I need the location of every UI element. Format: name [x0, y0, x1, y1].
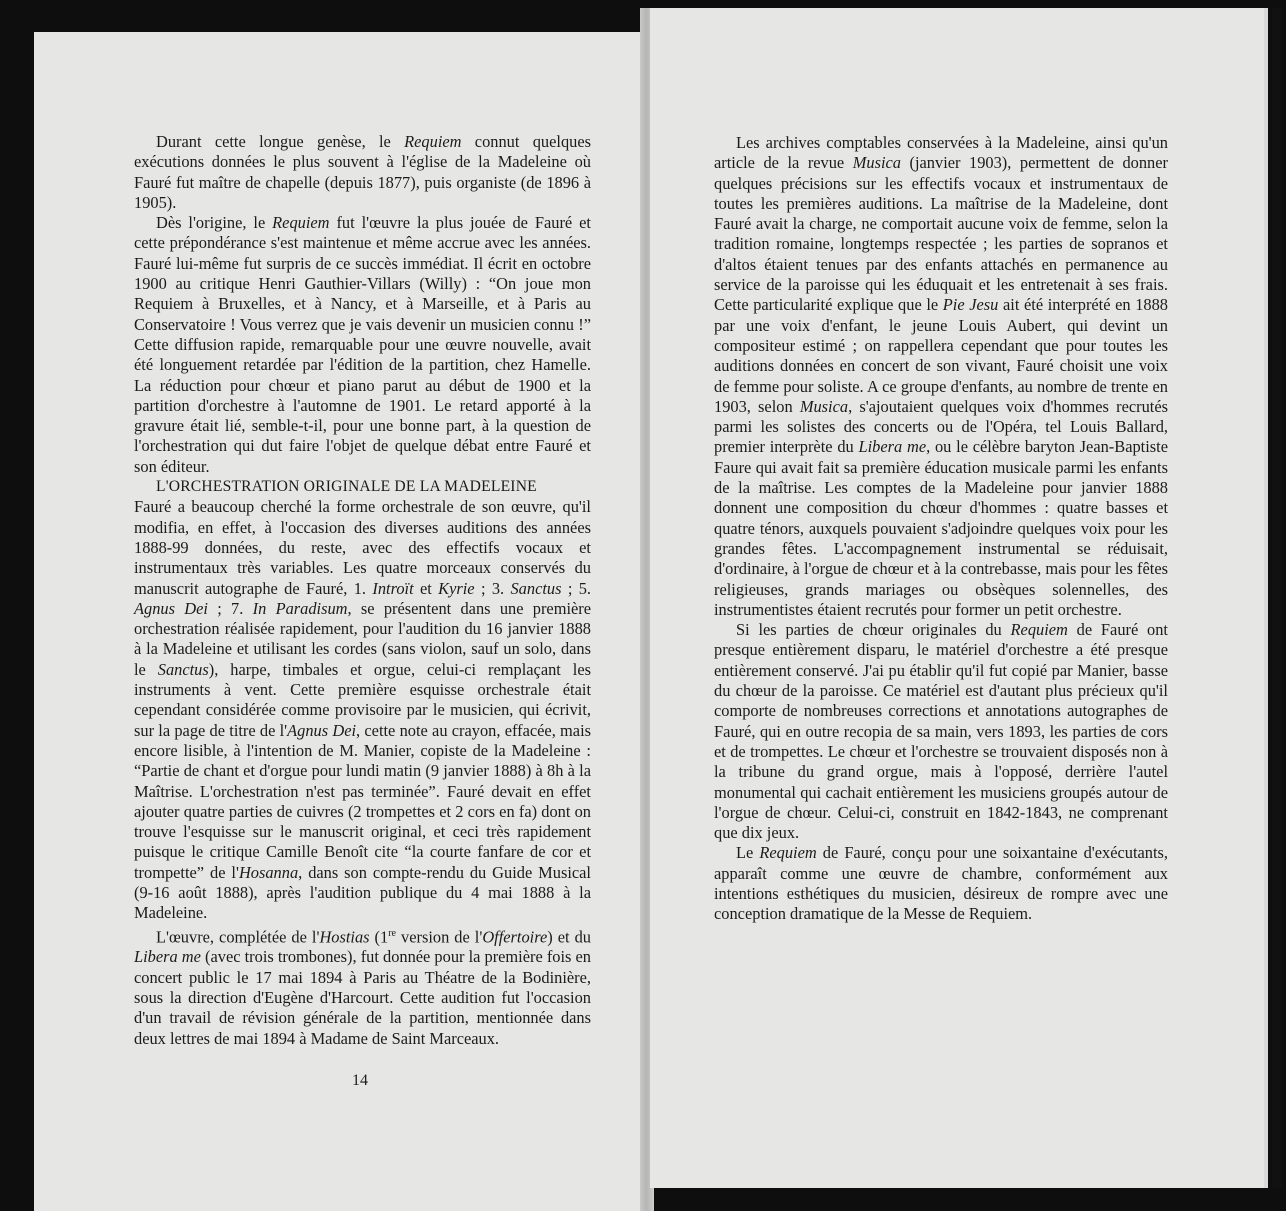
left-text-column: [134, 132, 591, 1049]
paragraph: Dès l'origine, le Requiem fut l'œuvre la plus jouée de Fauré et cette prépondérance s'est maintenue et même accrue avec les années. Fauré lui-même fut surpris de ce succès immédiat. Il écrit en octobre 1900 au critique Henri Gauthier-Villars (Willy) : “On joue mon Requiem à Bruxelles, et à Nancy, et à Marseille, et à Paris au Conservatoire ! Vous verrez que je vais devenir un musicien connu !” Cette diffusion rapide, remarquable pour une œuvre nouvelle, avait été longuement retardée par l'édition de la partition, chez Hamelle. La réduction pour chœur et piano parut au début de 1900 et la partition d'orchestre à l'automne de 1901. Le retard apporté à la gravure était lié, semble-t-il, pour une bonne part, à la question de l'orchestration qui dut faire l'objet de quelque débat entre Fauré et son éditeur.: [134, 213, 591, 476]
paragraph: Si les parties de chœur originales du Requiem de Fauré ont presque entièrement disparu, le matériel d'orchestre a été presque entièrement conservé. J'ai pu établir qu'il fut copié par Manier, basse du chœur de la paroisse. Ce matériel est d'autant plus précieux qu'il comporte de nombreuses corrections et annotations autographes de Fauré, qui en outre recopia de sa main, vers 1893, les parties de cors et de trompettes. Le chœur et l'orchestre se trouvaient disposés non à la tribune du grand orgue, mais à l'opposé, derrière l'autel monumental qui cachait entièrement les musiciens groupés autour de l'orgue de chœur. Celui-ci, construit en 1842-1843, ne comprenant que dix jeux.: [714, 620, 1168, 843]
paragraph: Le Requiem de Fauré, conçu pour une soixantaine d'exécutants, apparaît comme une œuvre de chambre, conformément aux intentions esthétiques du musicien, désireux de rompre avec une conception dramatique de la Messe de Requiem.: [714, 843, 1168, 924]
left-page: [34, 32, 648, 1211]
section-heading: L'ORCHESTRATION ORIGINALE DE LA MADELEINE: [156, 478, 537, 496]
right-text-column: [714, 133, 1168, 925]
paragraph: Les archives comptables conservées à la Madeleine, ainsi qu'un article de la revue Musica (janvier 1903), permettent de donner quelques précisions sur les effectifs vocaux et instrumentaux de toutes les premières auditions. La maîtrise de la Madeleine, dont Fauré avait la charge, ne comportait aucune voix de femme, selon la tradition romaine, longtemps respectée ; les parties de sopranos et d'altos étaient tenues par des enfants attachés en permanence au service de la paroisse qui les éduquait et les entretenait à ses frais. Cette particularité explique que le Pie Jesu ait été interprété en 1888 par une voix d'enfant, le jeune Louis Aubert, qui devint un compositeur estimé ; on rappellera cependant que pour toutes les auditions données en concert de son vivant, Fauré choisit une voix de femme pour soliste. A ce groupe d'enfants, au nombre de trente en 1903, selon Musica, s'ajoutaient quelques voix d'hommes recrutés parmi les solistes des concerts ou de l'Opéra, tel Louis Ballard, premier interprète du Libera me, ou le célèbre baryton Jean-Baptiste Faure qui avait fait sa première éducation musicale parmi les enfants de la maîtrise. Les comptes de la Madeleine pour janvier 1888 donnent une composition du chœur d'hommes : quatre basses et quatre ténors, auxquels pouvaient s'adjoindre quelques voix pour les grandes fêtes. L'accompagnement instrumental se réduisait, d'ordinaire, à l'orgue de chœur et à la contrebasse, mais pour les fêtes religieuses, grands mariages ou obsèques solennelles, des instrumentistes étaient recrutés pour former un petit orchestre.: [714, 133, 1168, 619]
paragraph: Fauré a beaucoup cherché la forme orchestrale de son œuvre, qu'il modifia, en effet, à l'occasion des diverses auditions des années 1888-99 données, du reste, avec des effectifs vocaux et instrumentaux très variables. Les quatre morceaux conservés du manuscrit autographe de Fauré, 1. Introït et Kyrie ; 3. Sanctus ; 5. Agnus Dei ; 7. In Paradisum, se présentent dans une première orchestration réalisée rapidement, pour l'audition du 16 janvier 1888 à la Madeleine et utilisant les cordes (sans violon, sauf un solo, dans le Sanctus), harpe, timbales et orgue, celui-ci remplaçant les instruments à vent. Cette première esquisse orchestrale était cependant considérée comme provisoire par le musicien, qui écrivit, sur la page de titre de l'Agnus Dei, cette note au crayon, effacée, mais encore lisible, à l'intention de M. Manier, copiste de la Madeleine : “Partie de chant et d'orgue pour lundi matin (9 janvier 1888) à 8h à la Maîtrise. L'orchestration n'est pas terminée”. Fauré devait en effet ajouter quatre parties de cuivres (2 trompettes et 2 cors en fa) dont on trouve l'esquisse sur le manuscrit original, et ceci très rapidement puisque le critique Camille Benoît cite “la courte fanfare de cor et trompette” de l'Hosanna, dans son compte-rendu du Guide Musical (9-16 août 1888), après l'audition publique du 4 mai 1888 à la Madeleine.: [134, 497, 592, 923]
paragraph: Durant cette longue genèse, le Requiem connut quelques exécutions données le plus souvent à l'église de la Madeleine où Fauré fut maître de chapelle (depuis 1877), puis organiste (de 1896 à 1905).: [134, 132, 591, 212]
page-edge: [1264, 8, 1268, 1188]
page-number: 14: [352, 1072, 368, 1089]
right-page: [650, 8, 1264, 1188]
paragraph: L'œuvre, complétée de l'Hostias (1re version de l'Offertoire) et du Libera me (avec trois trombones), fut donnée pour la première fois en concert public le 17 mai 1894 à Paris au Théatre de la Bodinière, sous la direction d'Eugène d'Harcourt. Cette audition fut l'occasion d'un travail de révision générale de la partition, mentionnée dans deux lettres de mai 1894 à Madame de Saint Marceaux.: [134, 927, 591, 1048]
scan-border: [1272, 8, 1282, 1188]
